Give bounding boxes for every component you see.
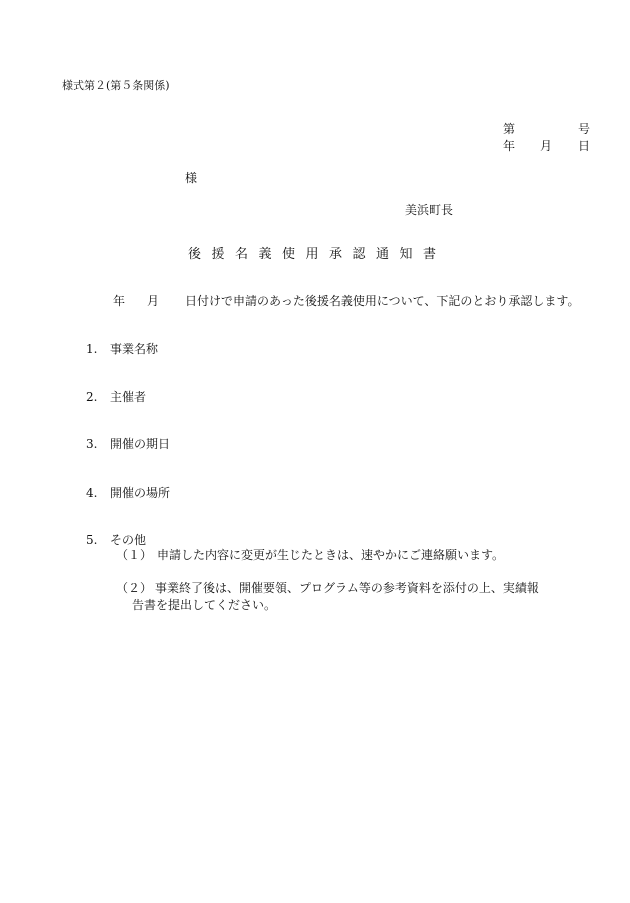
item-label-event-date: 開催の期日: [110, 437, 171, 451]
date-month-label: 月: [540, 139, 553, 153]
item-number: 4.: [86, 486, 98, 500]
body-text: 日付けで申請のあった後援名義使用について、下記のとおり承認します。: [185, 294, 580, 308]
note-text-continuation: 告書を提出してください。: [132, 598, 277, 612]
item-label-event-venue: 開催の場所: [110, 486, 171, 500]
body-month-label: 月: [147, 294, 160, 308]
date-day-label: 日: [578, 139, 591, 153]
body-year-label: 年: [113, 294, 126, 308]
item-number: 5.: [86, 533, 98, 547]
document-number-prefix: 第: [503, 122, 516, 136]
item-number: 1.: [86, 342, 98, 356]
note-number: （２）: [116, 581, 153, 595]
item-number: 2.: [86, 390, 98, 404]
item-label-organizer: 主催者: [110, 390, 147, 404]
note-text: 事業終了後は、開催要領、プログラム等の参考資料を添付の上、実績報: [155, 581, 539, 595]
issuer-name: 美浜町長: [405, 203, 454, 217]
note-text: 申請した内容に変更が生じたときは、速やかにご連絡願います。: [157, 548, 505, 562]
note-number: （１）: [116, 548, 153, 562]
item-label-event-name: 事業名称: [110, 342, 159, 356]
form-number: 様式第２(第５条関係): [62, 79, 170, 92]
item-label-other: その他: [110, 533, 147, 547]
item-number: 3.: [86, 437, 98, 451]
document-number-suffix: 号: [578, 122, 591, 136]
document-title: 後援名義使用承認通知書: [188, 247, 447, 262]
date-year-label: 年: [503, 139, 516, 153]
addressee-honorific: 様: [185, 171, 198, 185]
